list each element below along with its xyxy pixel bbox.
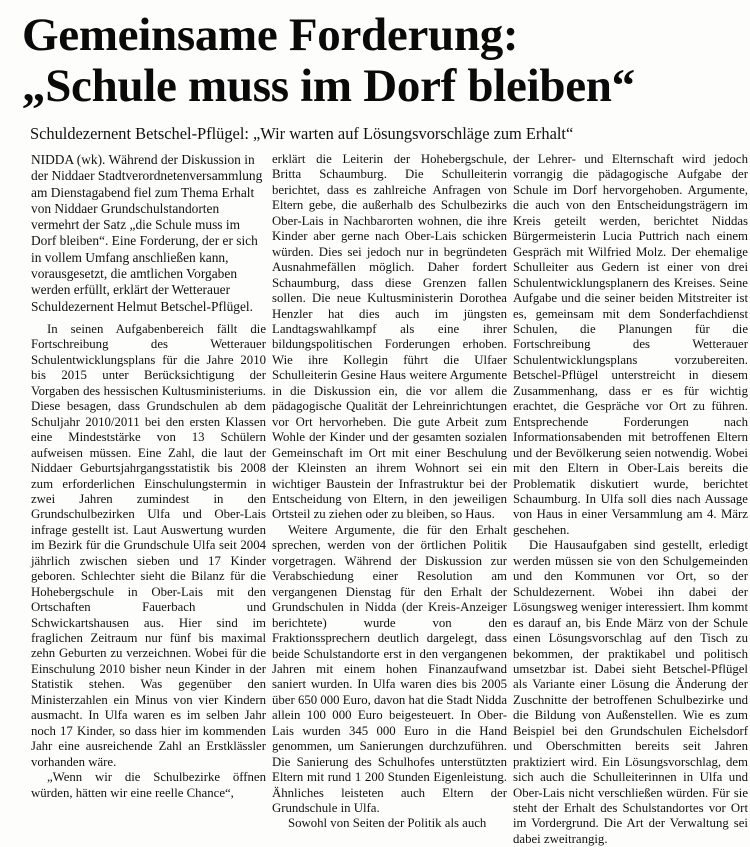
article-column-3 <box>513 152 748 846</box>
article-paragraph: Weitere Argumente, die für den Erhalt sprechen, werden von der örtlichen Politik vorgetragen. Während der Diskussion zur Verabschiedung einer Resolution am vergangenen Dienstag für den Erhalt der Grundschulen in Nidda (der Kreis-Anzeiger berichtete) wurde von den Fraktionssprechern deutlich dargelegt, dass beide Schulstandorte erst in den vergangenen Jahren mit einem hohen Finanzaufwand saniert wurden. In Ulfa waren dies bis 2005 über 650 000 Euro, davon hat die Stadt Nidda allein 100 000 Euro beigesteuert. In Ober-Lais wurden 345 000 Euro in die Hand genommen, um Sanierungen durchzuführen. Die Sanierung des Schulhofes unterstützten Eltern mit rund 1 200 Stunden Eigenleistung. Ähnliches leisteten auch Eltern der Grundschule in Ulfa. <box>272 522 507 816</box>
headline <box>22 10 742 112</box>
article-paragraph: der Lehrer- und Elternschaft wird jedoch vorrangig die pädagogische Aufgabe der Schule im Dorf hervorgehoben. Argumente, die auch von den Entscheidungsträgern im Kreis geteilt werden, berichtet Niddas Bürgermeisterin Lucia Puttrich nach einem Gespräch mit Wilfried Molz. Der ehemalige Schulleiter aus Gedern ist einer von drei Schulentwicklungsplanern des Kreises. Seine Aufgabe und die seiner beiden Mitstreiter ist es, gemeinsam mit dem Sonderfachdienst Schulen, die Planungen für die Fortschreibung des Wetterauer Schulentwicklungsplans vorzubereiten. Betschel-Pflügel unterstreicht in diesem Zusammenhang, dass er es für wichtig erachtet, die Gespräche vor Ort zu führen. Entsprechende Forderungen nach Informationsabenden mit betroffenen Eltern und der Bevölkerung seien notwendig. Wobei mit den Eltern in Ober-Lais bereits die Problematik diskutiert wurde, berichtet Schaumburg. In Ulfa soll dies nach Aussage von Haus in einer Versammlung am 4. März geschehen. <box>513 152 748 537</box>
article-paragraph: erklärt die Leiterin der Hohebergschule, Britta Schaumburg. Die Schulleiterin berichtet, dass es zahlreiche Anfragen von Eltern gebe, die außerhalb des Schulbezirks Ober-Lais in Nachbarorten wohnen, die ihre Kinder aber gerne nach Ober-Lais schicken würden. Dies sei jedoch nur in begründeten Ausnahmefällen möglich. Daher fordert Schaumburg, dass diese Grenzen fallen sollen. Die neue Kultusministerin Dorothea Henzler hat dies auch im jüngsten Landtagswahlkampf als eine ihrer bildungspolitischen Forderungen erhoben. Wie ihre Kollegin führt die Ulfaer Schulleiterin Gesine Haus weitere Argumente in die Diskussion ein, die vor allem die pädagogische Qualität der Lehreinrichtungen vor Ort hervorheben. Die gute Arbeit zum Wohle der Kinder und der gesamten sozialen Gemeinschaft im Ort mit einer Beschulung der Kleinsten an ihrem Wohnort sei ein wichtiger Baustein der Infrastruktur bei der Entscheidung von Eltern, in den jeweiligen Ortsteil zu ziehen oder zu bleiben, so Haus. <box>272 152 507 522</box>
article-paragraph: Sowohl von Seiten der Politik als auch <box>288 816 487 831</box>
headline-line-1: Gemeinsame Forderung: <box>22 9 519 61</box>
article-paragraph: In seinen Aufgabenbereich fällt die Fortschreibung des Wetterauer Schulentwicklungsplans für die Jahre 2010 bis 2015 unter Berücksichtigung der Vorgaben des hessischen Kultusministeriums. Diese besagen, dass Grundschulen ab dem Schuljahr 2010/2011 bei den ersten Klassen eine Mindeststärke von 13 Schülern aufweisen müssen. Eine Zahl, die laut der Niddaer Geburtsjahrgangsstatistik bis 2008 zum erforderlichen Einschulungstermin in zwei Jahren zumindest in den Grundschulbezirken Ulfa und Ober-Lais infrage gestellt ist. Laut Auswertung wurden im Bezirk für die Grundschule Ulfa seit 2004 jährlich zwischen sieben und 17 Kinder geboren. Schlechter sieht die Bilanz für die Hohebergschule in Ober-Lais mit den Ortschaften Fauerbach und Schwickartshausen aus. Hier sind im fraglichen Zeitraum nur fünf bis maximal zehn Geburten zu verzeichnen. Wobei für die Einschulung 2010 bisher neun Kinder in der Statistik stehen. Was gegenüber den Ministerzahlen ein Minus von vier Kindern ausmacht. In Ulfa waren es im selben Jahr noch 17 Kinder, so dass hier im kommenden Jahr eine ausreichende Zahl an Erstklässler vorhanden wäre. <box>31 321 266 769</box>
article-column-2 <box>272 152 507 836</box>
article-paragraph: Die Hausaufgaben sind gestellt, erledigt werden müssen sie von den Schulgemeinden und den Kommunen vor Ort, so der Schuldezernent. Wobei ihn dabei der Lösungsweg weniger interessiert. Ihm kommt es darauf an, bis Ende März von der Schule einen Lösungsvorschlag auf den Tisch zu bekommen, der praktikabel und politisch umsetzbar ist. Dabei sieht Betschel-Pflügel als Variante einer Lösung die Änderung der Zuschnitte der betroffenen Schulbezirke und die Bildung von Außenstellen. Wie es zum Beispiel bei den Grundschulen Eichelsdorf und Oberschmitten bereits seit Jahren praktiziert wird. Ein Lösungsvorschlag, dem sich auch die Schulleiterinnen in Ulfa und Ober-Lais nicht verschließen würden. Für sie steht der Erhalt des Schulstandortes vor Ort im Vordergrund. Die Art der Verwaltung sei dabei zweitrangig. <box>513 538 748 846</box>
article-paragraph: „Wenn wir die Schulbezirke öffnen würden, hätten wir eine reelle Chance“, <box>31 770 266 800</box>
article-lead-paragraph: NIDDA (wk). Während der Diskussion in der Niddaer Stadtverordnetenversammlung am Dienstagabend fiel zum Thema Erhalt von Niddaer Grundschulstandorten vermehrt der Satz „die Schule muss im Dorf bleiben“. Eine Forderung, der er sich in vollem Umfang anschließen kann, vorausgesetzt, die amtlichen Vorgaben werden erfüllt, erklärt der Wetterauer Schuldezernent Helmut Betschel-Pflügel. <box>31 152 263 314</box>
headline-line-2: „Schule muss im Dorf bleiben“ <box>22 60 635 112</box>
article-column-1 <box>31 152 266 836</box>
subheadline: Schuldezernent Betschel-Pflügel: „Wir warten auf Lösungsvorschläge zum Erhalt“ <box>30 124 574 143</box>
